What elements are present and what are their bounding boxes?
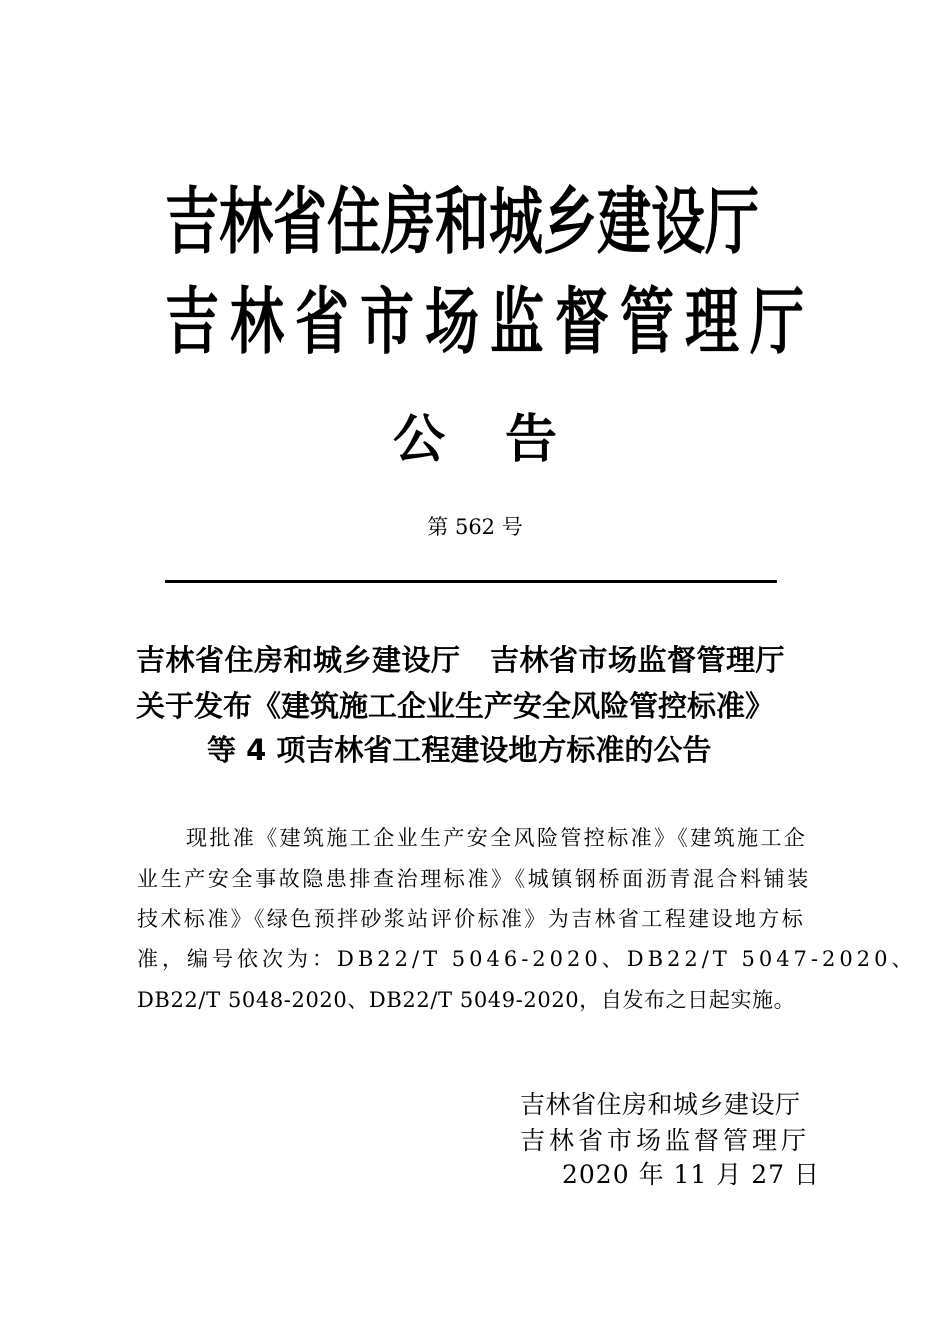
issuer-name-housing-department: 吉林省住房和城乡建设厅 (165, 179, 759, 265)
signature-date: 2020 年 11 月 27 日 (562, 1160, 820, 1189)
body-text-line: 准，编号依次为：DB22/T 5046-2020、DB22/T 5047-2020、 (137, 947, 917, 971)
body-text-line: 现批准《建筑施工企业生产安全风险管控标准》《建筑施工企 (186, 826, 808, 850)
signature-org-housing-department: 吉林省住房和城乡建设厅 (520, 1090, 801, 1119)
header-divider (165, 580, 777, 583)
notice-number: 第 562 号 (427, 515, 523, 539)
body-text-line: 技术标准》《绿色预拌砂浆站评价标准》为吉林省工程建设地方标 (137, 907, 806, 931)
issuer-name-market-regulation: 吉林省市场监督管理厅 (165, 279, 815, 365)
body-text-line: 业生产安全事故隐患排查治理标准》《城镇钢桥面沥青混合料铺装 (137, 867, 811, 891)
notice-title-line-1: 吉林省住房和城乡建设厅 吉林省市场监督管理厅 (136, 643, 786, 677)
body-text-line: DB22/T 5048-2020、DB22/T 5049-2020，自发布之日起实施。 (137, 988, 796, 1012)
notice-title-line-2: 关于发布《建筑施工企业生产安全风险管控标准》 (136, 689, 775, 723)
signature-org-market-regulation: 吉林省市场监督管理厅 (520, 1126, 811, 1155)
notice-type-heading: 公告 (392, 410, 617, 470)
notice-title-line-3: 等 4 项吉林省工程建设地方标准的公告 (207, 733, 712, 767)
